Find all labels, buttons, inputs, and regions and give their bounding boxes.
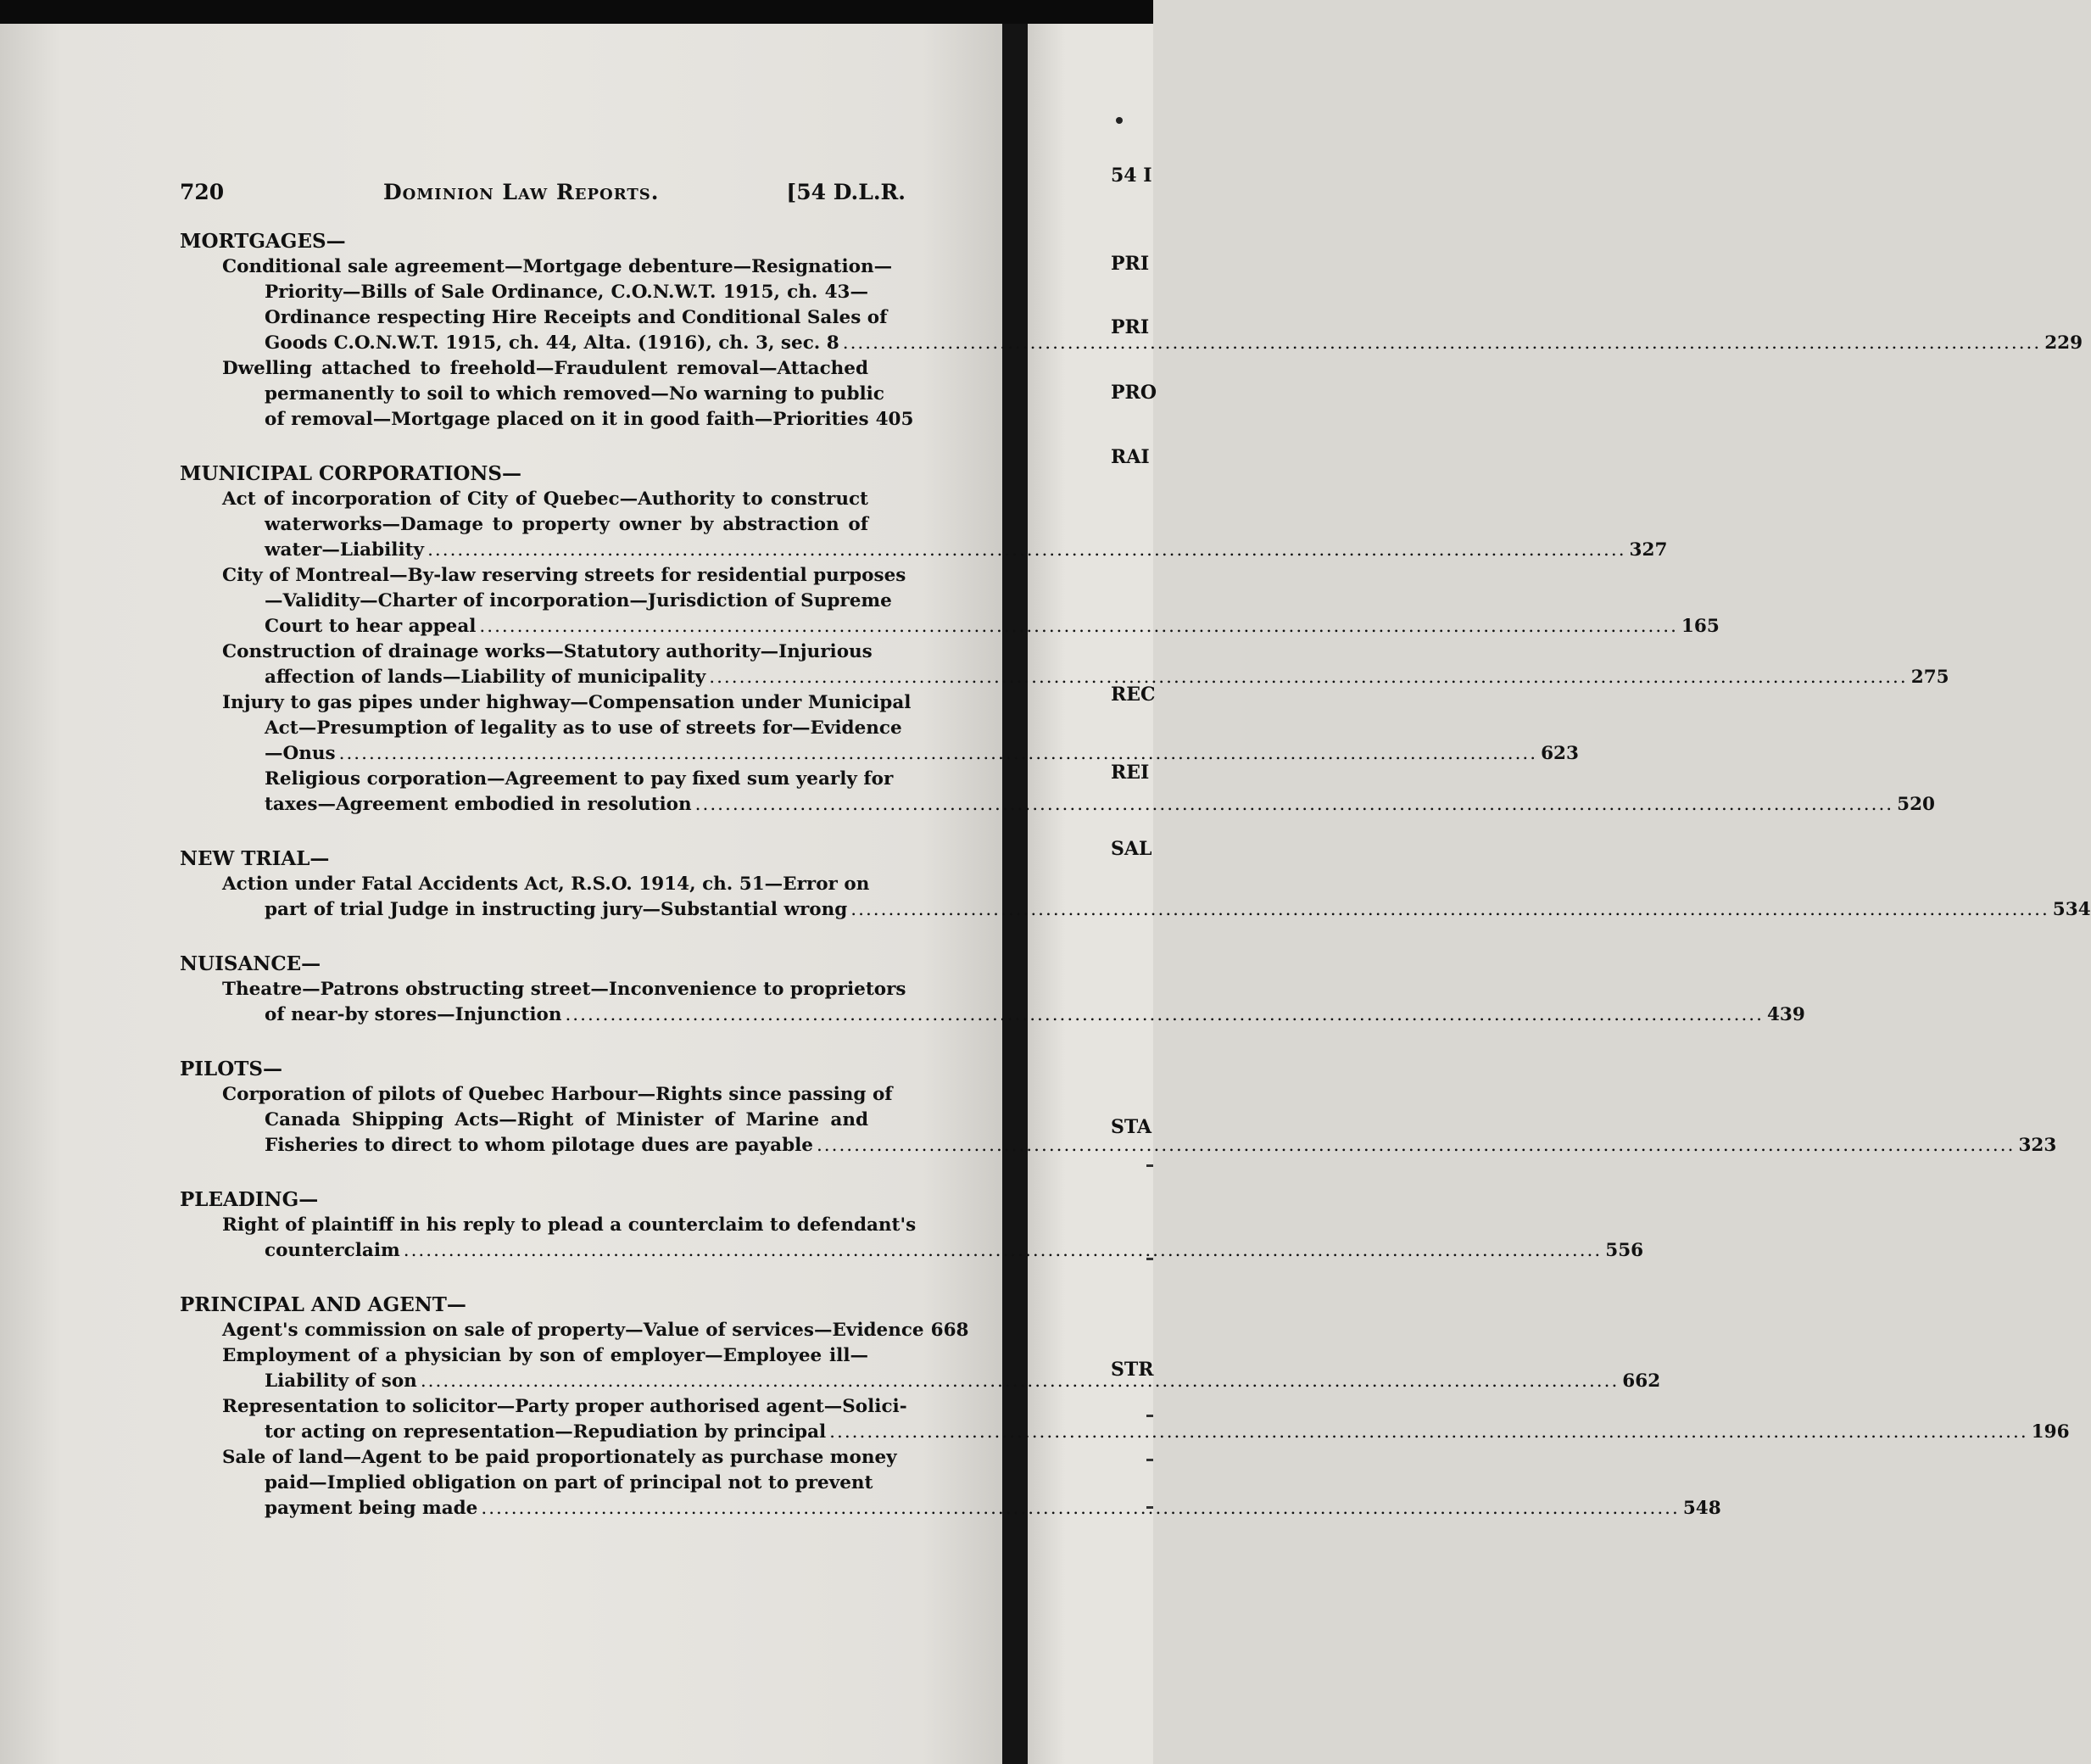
dot-leader — [817, 1133, 2015, 1158]
dot-leader — [481, 1496, 1679, 1521]
facing-page-dot — [1116, 117, 1123, 124]
page-reference[interactable]: 196 — [2031, 1421, 2070, 1443]
dot-leader — [843, 331, 2041, 356]
page-reference[interactable]: 534 — [2052, 899, 2091, 920]
entry-text-line: Ordinance respecting Hire Receipts and Conditional Sales of — [265, 307, 888, 328]
entry-text-line: Right of plaintiff in his reply to plead a counterclaim to defendant's — [222, 1214, 917, 1236]
entry-text-line: Representation to solicitor—Party proper authorised agent—Solici- — [222, 1396, 907, 1417]
facing-page-header: 54 I — [1111, 165, 1152, 187]
entry-last-line — [180, 1002, 1805, 1028]
facing-page-mark — [1146, 1164, 1153, 1167]
entry-text: Fisheries to direct to whom pilotage dues are payable — [265, 1135, 813, 1156]
dot-leader — [339, 741, 1537, 767]
entry-text-line: Theatre—Patrons obstructing street—Inconvenience to proprietors — [222, 979, 906, 1000]
entry-text-line: permanently to soil to which removed—No warning to public — [265, 383, 884, 405]
entry-last-line — [180, 407, 914, 433]
facing-page-heading: STA — [1111, 1116, 1152, 1138]
volume-reference: [54 D.L.R. — [786, 180, 906, 204]
section-gap — [180, 818, 909, 846]
facing-page-heading: REI — [1111, 762, 1150, 784]
page-reference[interactable]: 623 — [1541, 743, 1579, 764]
section-heading: NUISANCE— — [180, 952, 321, 975]
facing-page-mark — [1146, 1459, 1153, 1461]
facing-page-mark — [1146, 1415, 1153, 1417]
entry-last-line — [180, 1420, 2070, 1445]
dot-leader — [565, 1002, 1763, 1028]
entry-last-line — [180, 614, 1720, 639]
dot-leader — [709, 665, 1907, 690]
page-reference[interactable]: 556 — [1605, 1240, 1644, 1261]
section-heading: PLEADING— — [180, 1188, 319, 1211]
entry-text-line: Act of incorporation of City of Quebec—Authority to construct — [222, 488, 868, 510]
section-gap — [180, 1028, 909, 1057]
running-header — [180, 180, 906, 214]
entry-text-line: Religious corporation—Agreement to pay fixed sum yearly for — [265, 768, 894, 790]
entry-text: Court to hear appeal — [265, 616, 477, 637]
entry-text-line: Construction of drainage works—Statutory authority—Injurious — [222, 641, 873, 662]
entry-last-line — [180, 665, 1949, 690]
entry-text-line: Corporation of pilots of Quebec Harbour—Rights since passing of — [222, 1084, 893, 1105]
scan-border-top — [0, 0, 1153, 24]
page-reference[interactable]: 548 — [1682, 1498, 1721, 1519]
entry-text-line: paid—Implied obligation on part of principal not to prevent — [265, 1472, 873, 1493]
entry-text-line: Act—Presumption of legality as to use of streets for—Evidence — [265, 717, 902, 739]
entry-text-line: Dwelling attached to freehold—Fraudulent removal—Attached — [222, 358, 868, 379]
entry-text-line: Conditional sale agreement—Mortgage debenture—Resignation— — [222, 256, 893, 277]
page-reference[interactable]: 668 — [930, 1320, 969, 1341]
section-gap — [180, 1158, 909, 1187]
page-reference[interactable]: 327 — [1629, 539, 1668, 561]
entry-text-line: Employment of a physician by son of employer—Employee ill— — [222, 1345, 868, 1366]
facing-page-heading: PRI — [1111, 316, 1150, 338]
dot-leader — [479, 614, 1677, 639]
section-heading: MUNICIPAL CORPORATIONS— — [180, 462, 522, 485]
facing-page-heading: REC — [1111, 684, 1156, 706]
section-gap — [180, 923, 909, 952]
entry-last-line — [180, 897, 2091, 923]
entry-text: affection of lands—Liability of municipality — [265, 667, 706, 688]
page-reference[interactable]: 405 — [875, 409, 914, 430]
section-gap — [180, 433, 909, 461]
page-reference[interactable]: 165 — [1681, 616, 1720, 637]
entry-text: —Onus — [265, 743, 336, 764]
page-number: 720 — [180, 180, 225, 204]
entry-text: of removal—Mortgage placed on it in good faith—Priorities — [265, 409, 869, 430]
entry-text: Agent's commission on sale of property—Value of services—Evidence — [222, 1320, 924, 1341]
entry-text: Goods C.O.N.W.T. 1915, ch. 44, Alta. (1916), ch. 3, sec. 8 — [265, 332, 839, 354]
entry-text: Liability of son — [265, 1370, 417, 1392]
entry-last-line — [180, 1318, 969, 1343]
entry-last-line — [180, 331, 2083, 356]
entry-text-line: Canada Shipping Acts—Right of Minister of Marine and — [265, 1109, 868, 1130]
entry-text: of near-by stores—Injunction — [265, 1004, 562, 1025]
entry-text-line: —Validity—Charter of incorporation—Jurisdiction of Supreme — [265, 590, 892, 611]
section-heading: NEW TRIAL— — [180, 847, 330, 870]
publication-title: Dominion Law Reports. — [383, 180, 660, 204]
page-reference[interactable]: 439 — [1766, 1004, 1805, 1025]
dot-leader — [850, 897, 2049, 923]
entry-text-line: Action under Fatal Accidents Act, R.S.O. 1914, ch. 51—Error on — [222, 874, 870, 895]
entry-text-line: Sale of land—Agent to be paid proportionately as purchase money — [222, 1447, 897, 1468]
section-heading: PRINCIPAL AND AGENT— — [180, 1293, 466, 1316]
section-heading: MORTGAGES— — [180, 230, 346, 253]
page-reference[interactable]: 229 — [2044, 332, 2083, 354]
facing-page-heading: STR — [1111, 1359, 1154, 1381]
facing-page-heading: SAL — [1111, 838, 1152, 860]
page-reference[interactable]: 275 — [1910, 667, 1949, 688]
dot-leader — [695, 792, 1893, 818]
page-reference[interactable]: 662 — [1622, 1370, 1661, 1392]
entry-text-line: Injury to gas pipes under highway—Compensation under Municipal — [222, 692, 912, 713]
section-gap — [180, 1264, 909, 1292]
entry-last-line — [180, 1496, 1721, 1521]
entry-text: counterclaim — [265, 1240, 400, 1261]
entry-last-line — [180, 741, 1579, 767]
entry-last-line — [180, 792, 1936, 818]
entry-text: water—Liability — [265, 539, 425, 561]
entry-text: part of trial Judge in instructing jury—Substantial wrong — [265, 899, 848, 920]
entry-last-line — [180, 1238, 1644, 1264]
facing-page-heading: PRO — [1111, 382, 1157, 404]
facing-page-heading: PRI — [1111, 253, 1150, 275]
facing-page-heading: RAI — [1111, 446, 1150, 468]
section-heading: PILOTS— — [180, 1058, 282, 1080]
page-reference[interactable]: 520 — [1897, 794, 1936, 815]
dot-leader — [421, 1369, 1619, 1394]
entry-text-line: Priority—Bills of Sale Ordinance, C.O.N.W.T. 1915, ch. 43— — [265, 282, 868, 303]
page-reference[interactable]: 323 — [2018, 1135, 2057, 1156]
entry-last-line — [180, 1133, 2057, 1158]
entry-text-line: City of Montreal—By-law reserving streets for residential purposes — [222, 565, 906, 586]
entry-text: payment being made — [265, 1498, 478, 1519]
dot-leader — [404, 1238, 1602, 1264]
dot-leader — [427, 538, 1625, 563]
entry-text: tor acting on representation—Repudiation by principal — [265, 1421, 827, 1443]
entry-last-line — [180, 538, 1668, 563]
entry-text: taxes—Agreement embodied in resolution — [265, 794, 692, 815]
dot-leader — [829, 1420, 2027, 1445]
entry-text-line: waterworks—Damage to property owner by abstraction of — [265, 514, 868, 535]
